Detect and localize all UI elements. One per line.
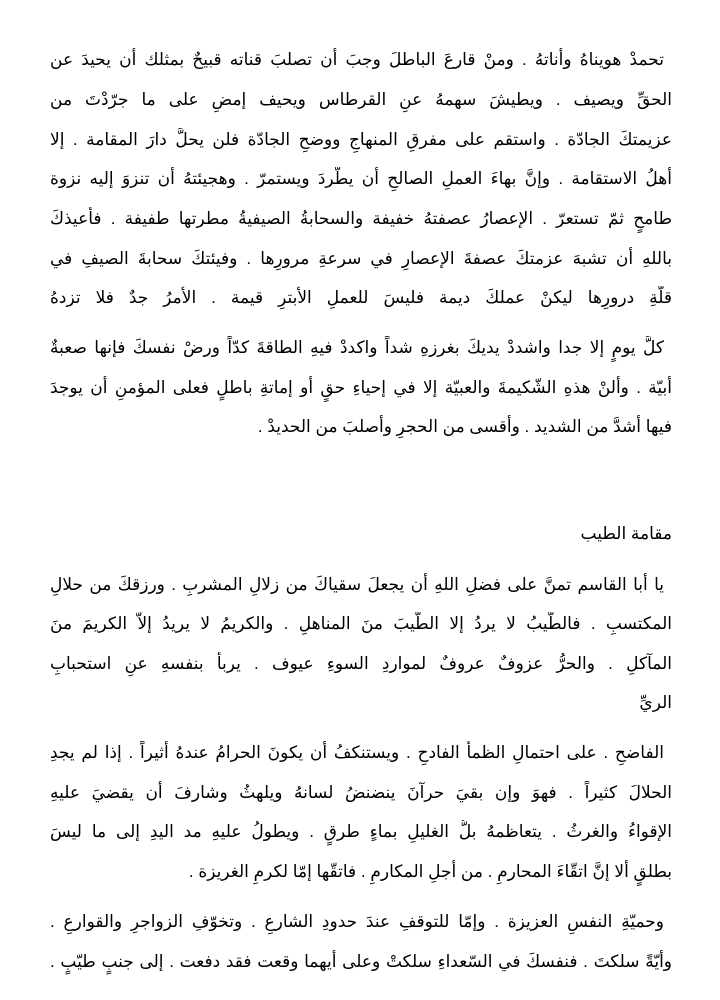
- paragraph-line: الإقواءُ والغرثُ . يتعاظمهُ بلُّ الغليلِ بماءٍ طرقٍ . ويطولُ عليهِ مد اليدِ إلى ما ليسَ: [50, 822, 672, 841]
- paragraph-line: تحمدْ هويناهُ وأناتهُ . ومنْ قارعَ الباطلَ وجبَ أن تصلبَ قناته قبيحٌ بمثلك أن يحيدَ عن: [50, 50, 664, 69]
- paragraph-line: يا أبا القاسم تمنَّ على فضلِ اللهِ أن يجعلَ سقياكَ من زلالِ المشربِ . ورزقكَ من حلالِ: [50, 575, 664, 594]
- paragraph-line: المآكلِ . والحرُّ عزوفٌ عروفٌ لمواردِ السوءِ عيوف . يربأُ بنفسهِ عنِ استحبابِ: [50, 654, 672, 673]
- paragraph-line: وحميّةِ النفسِ العزيزة . وإمّا للتوقفِ عندَ حدودِ الشارعِ . وتخوّفِ الزواجرِ والقوارعِ .: [50, 912, 664, 931]
- paragraph-line: طامحٍ ثمّ تستعرّ . الإعصارُ عصفتهُ خفيفة والسحابةُ الصيفيةُ مطرتها طفيفة . فأعيذكَ: [50, 209, 672, 228]
- paragraph-line: الريِّ: [639, 693, 672, 712]
- paragraph-line: أهلُ الاستقامة . وإنَّ بهاءَ العملِ الصالحِ أن يطّردَ ويستمرّ . وهجيئتهُ أن تنزوَ إليه نزوة: [50, 169, 672, 188]
- paragraph-line: الفاضحِ . على احتمالِ الظمأ الفادحِ . ويستنكفُ أن يكونَ الحرامُ عندهُ أثيراً . إذا لم يجدِ: [50, 743, 664, 762]
- paragraph-line: كلَّ يومٍ إلا جدا واشددْ يديكَ بغرزهِ شداً واكددْ فيهِ الطاقةَ كدّاً ورضْ نفسكَ فإنها صعبةٌ: [50, 338, 664, 357]
- paragraph-line: الحلالَ كثيراً . فهوَ وإن بقيَ حرآنَ ينضنضُ لسانهُ ويلهثُ وشارفَ أن يقضيَ عليهِ: [50, 783, 672, 802]
- paragraph-line: عزيمتكَ الجادّة . واستقم على مفرقِ المنهاجِ ووضحِ الجادّة فلن يحلَّ دارَ المقامة . إلا: [50, 130, 672, 149]
- paragraph-line: الحقِّ ويصيف . ويطيشَ سهمهُ عنِ القرطاس ويحيف إمضِ على ما جرّدْتَ من: [50, 90, 672, 109]
- paragraph-line: باللهِ أن تشبهَ عزمتكَ عصفةَ الإعصارِ في سرعةِ مرورِها . وفيئتكَ سحابةَ الصيفِ في: [50, 249, 672, 268]
- paragraph-line: فيها أشدَّ من الشديد . وأقسى من الحجرِ وأصلبَ من الحديدْ .: [257, 417, 672, 436]
- paragraph-line: قلّةِ درورِها ليكنْ عملكَ ديمة فليسَ للعملِ الأبترِ قيمة . الأمرُ جدٌ فلا تزدهُ: [50, 288, 672, 307]
- paragraph-line: أبيّة . وألنْ هذهِ الشّكيمةَ والعبيّة إلا في إحياءِ حقٍ أو إماتةِ باطلٍ فعلى المؤمنِ أن يوجدَ: [50, 378, 672, 397]
- section-heading: مقامة الطيب: [580, 524, 672, 543]
- paragraph-line: بطلقٍ ألا إنَّ اتقّاءَ المحارمِ . من أجلِ المكارمِ . فاتقّها إمّا لكرمِ الغريزة .: [188, 862, 672, 881]
- paragraph-line: المكتسبِ . فالطّيبُ لا يردُ إلا الطّيبَ منَ المناهلِ . والكريمُ لا يريدُ إلاّ الكريمَ منَ: [50, 614, 672, 633]
- paragraph-line: وأيّةً سلكتَ . فنفسكَ في السّعداءِ سلكتْ وعلى أيهما وقعت فقد دفعت . إلى جنبٍ طيّبٍ .: [50, 952, 672, 971]
